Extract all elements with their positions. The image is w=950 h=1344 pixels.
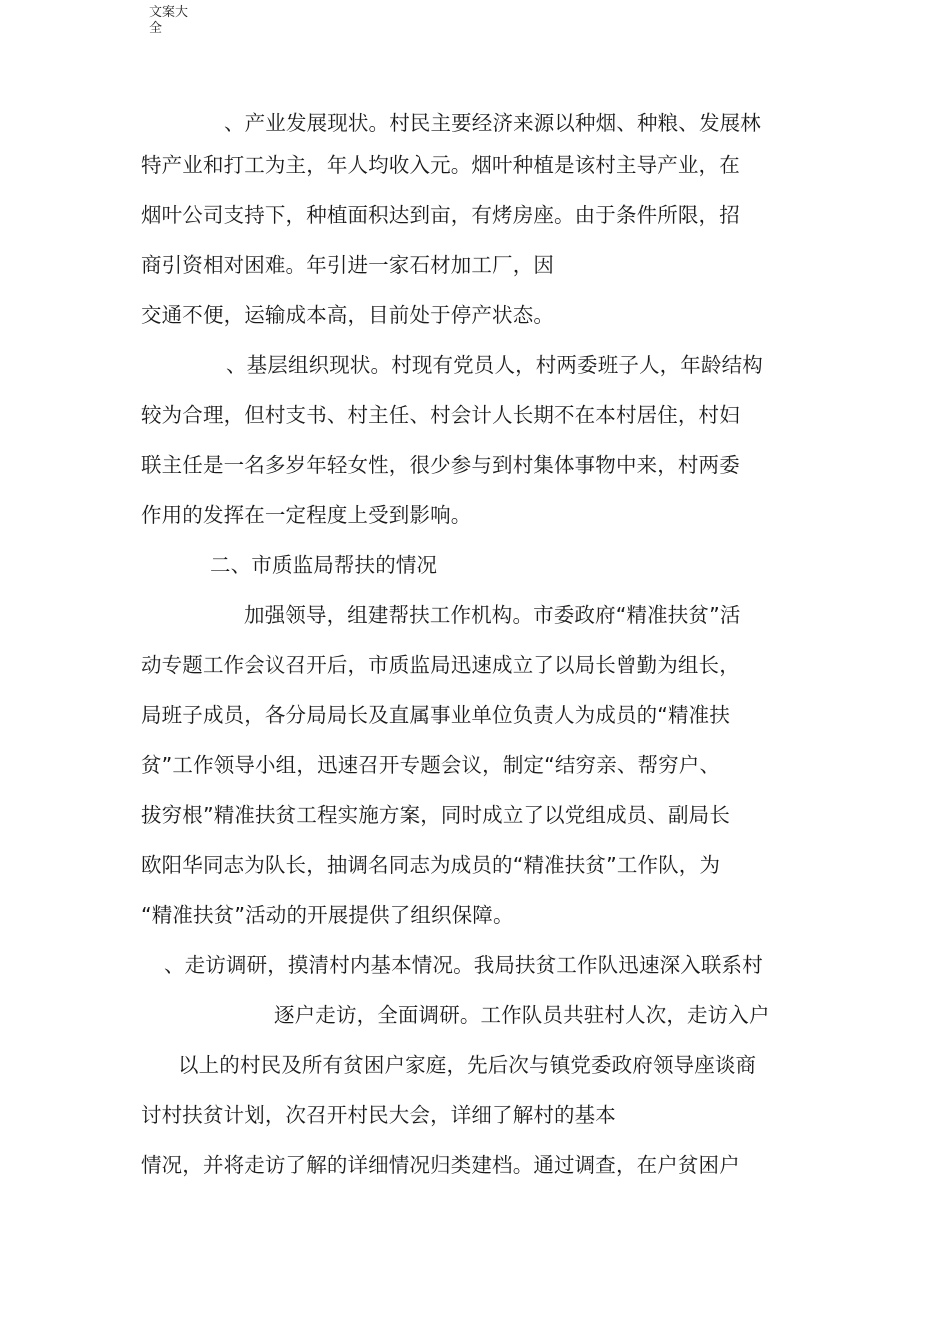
paragraph-line: 贫”工作领导小组，迅速召开专题会议，制定“结穷亲、帮穷户、 bbox=[141, 753, 721, 777]
header-watermark bbox=[149, 5, 197, 37]
paragraph-line: 较为合理，但村支书、村主任、村会计人长期不在本村居住，村妇 bbox=[141, 403, 740, 427]
paragraph-line: 联主任是一名多岁年轻女性，很少参与到村集体事物中来，村两委 bbox=[141, 453, 740, 477]
section-heading: 二、市质监局帮扶的情况 bbox=[210, 553, 438, 577]
paragraph-line: 、基层组织现状。村现有党员人，村两委班子人，年龄结构 bbox=[226, 353, 763, 377]
paragraph-line: 商引资相对困难。年引进一家石材加工厂，因 bbox=[141, 253, 554, 277]
header-watermark-line1: 文案大 bbox=[149, 5, 189, 20]
paragraph-line: 、产业发展现状。村民主要经济来源以种烟、种粮、发展林 bbox=[224, 111, 761, 135]
paragraph-line: 逐户走访，全面调研。工作队员共驻村人次，走访入户 bbox=[274, 1003, 770, 1027]
paragraph-line: 以上的村民及所有贫困户家庭，先后次与镇党委政府领导座谈商 bbox=[178, 1053, 757, 1077]
paragraph-line: “精准扶贫”活动的开展提供了组织保障。 bbox=[141, 903, 514, 927]
paragraph-line: 、走访调研，摸清村内基本情况。我局扶贫工作队迅速深入联系村 bbox=[164, 953, 763, 977]
paragraph-line: 动专题工作会议召开后，市质监局迅速成立了以局长曾勤为组长， bbox=[141, 653, 740, 677]
paragraph-line: 拔穷根”精准扶贫工程实施方案，同时成立了以党组成员、副局长 bbox=[141, 803, 730, 827]
paragraph-line: 交通不便，运输成本高，目前处于停产状态。 bbox=[141, 303, 554, 327]
paragraph-line: 加强领导，组建帮扶工作机构。市委政府“精准扶贫”活 bbox=[244, 603, 741, 627]
paragraph-line: 情况，并将走访了解的详细情况归类建档。通过调查，在户贫困户 bbox=[141, 1153, 740, 1177]
paragraph-line: 特产业和打工为主，年人均收入元。烟叶种植是该村主导产业，在 bbox=[141, 153, 740, 177]
paragraph-line: 欧阳华同志为队长，抽调名同志为成员的“精准扶贫”工作队，为 bbox=[141, 853, 721, 877]
paragraph-line: 烟叶公司支持下，种植面积达到亩，有烤房座。由于条件所限，招 bbox=[141, 203, 740, 227]
paragraph-line: 局班子成员，各分局局长及直属事业单位负责人为成员的“精准扶 bbox=[141, 703, 730, 727]
paragraph-line: 作用的发挥在一定程度上受到影响。 bbox=[141, 503, 472, 527]
header-watermark-line2: 全 bbox=[149, 21, 163, 36]
paragraph-line: 讨村扶贫计划，次召开村民大会，详细了解村的基本 bbox=[141, 1103, 616, 1127]
